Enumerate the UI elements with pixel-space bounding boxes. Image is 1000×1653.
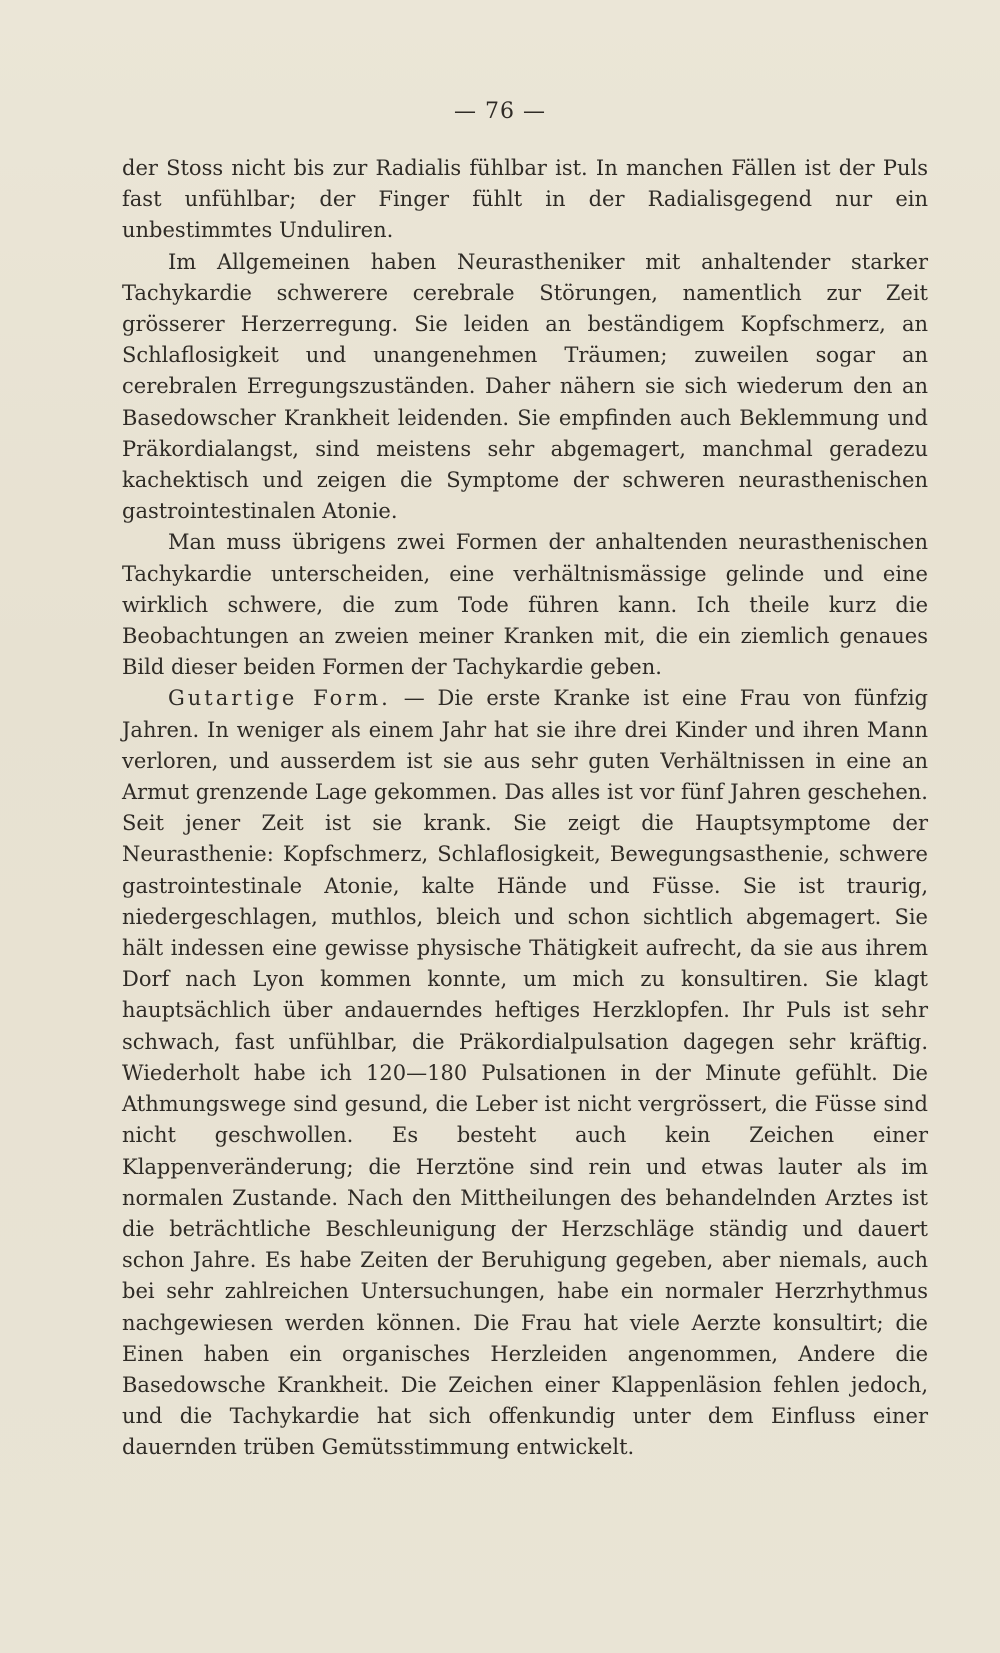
- page-number: — 76 —: [454, 99, 546, 124]
- body-text: [122, 153, 928, 1464]
- paragraph-benign-form-case: [122, 683, 928, 1463]
- paragraph-benign-form-text: — Die erste Kranke ist eine Frau von fünfzig Jahren. In weniger als einem Jahr hat sie ihre drei Kinder und ihren Mann verloren, und ausserdem ist sie aus sehr guten Verhältnissen in eine an Armut grenzende Lage gekommen. Das alles ist vor fünf Jahren geschehen. Seit jener Zeit ist sie krank. Sie zeigt die Hauptsymptome der Neurasthenie: Kopfschmerz, Schlaflosigkeit, Bewegungsasthenie, schwere gastrointestinale Atonie, kalte Hände und Füsse. Sie ist traurig, niedergeschlagen, muthlos, bleich und schon sichtlich abgemagert. Sie hält indessen eine gewisse physische Thätigkeit aufrecht, da sie aus ihrem Dorf nach Lyon kommen konnte, um mich zu konsultiren. Sie klagt hauptsächlich über andauerndes heftiges Herzklopfen. Ihr Puls ist sehr schwach, fast unfühlbar, die Präkordialpulsation dagegen sehr kräftig. Wiederholt habe ich 120—180 Pulsationen in der Minute gefühlt. Die Athmungswege sind gesund, die Leber ist nicht vergrössert, die Füsse sind nicht geschwollen. Es besteht auch kein Zeichen einer Klappenveränderung; die Herztöne sind rein und etwas lauter als im normalen Zustande. Nach den Mittheilungen des behandelnden Arztes ist die beträchtliche Beschleunigung der Herzschläge ständig und dauert schon Jahre. Es habe Zeiten der Beruhigung gegeben, aber niemals, auch bei sehr zahlreichen Untersuchungen, habe ein normaler Herzrhythmus nachgewiesen werden können. Die Frau hat viele Aerzte konsultirt; die Einen haben ein organisches Herzleiden angenommen, Andere die Basedowsche Krankheit. Die Zeichen einer Klappenläsion fehlen jedoch, und die Tachykardie hat sich offenkundig unter dem Einfluss einer dauernden trüben Gemütsstimmung entwickelt.: [122, 686, 928, 1460]
- paragraph-two-forms: Man muss übrigens zwei Formen der anhaltenden neurasthenischen Tachykardie unterscheiden, eine verhältnismässige gelinde und eine wirklich schwere, die zum Tode führen kann. Ich theile kurz die Beobachtungen an zweien meiner Kranken mit, die ein ziemlich genaues Bild dieser beiden Formen der Tachykardie geben.: [122, 530, 928, 680]
- section-heading-gutartige-form: Gutartige Form.: [168, 686, 391, 711]
- paragraph-continuation: der Stoss nicht bis zur Radialis fühlbar ist. In manchen Fällen ist der Puls fast unfühlbar; der Finger fühlt in der Radialisgegend nur ein unbestimmtes Unduliren.: [122, 156, 928, 243]
- paragraph-tachykardie-symptoms: Im Allgemeinen haben Neurastheniker mit anhaltender starker Tachykardie schwerere cerebrale Störungen, namentlich zur Zeit grösserer Herzerregung. Sie leiden an beständigem Kopfschmerz, an Schlaflosigkeit und unangenehmen Träumen; zuweilen sogar an cerebralen Erregungszuständen. Daher nähern sie sich wiederum den an Basedowscher Krankheit leidenden. Sie empfinden auch Beklemmung und Präkordialangst, sind meistens sehr abgemagert, manchmal geradezu kachektisch und zeigen die Symptome der schweren neurasthenischen gastrointestinalen Atonie.: [122, 249, 928, 524]
